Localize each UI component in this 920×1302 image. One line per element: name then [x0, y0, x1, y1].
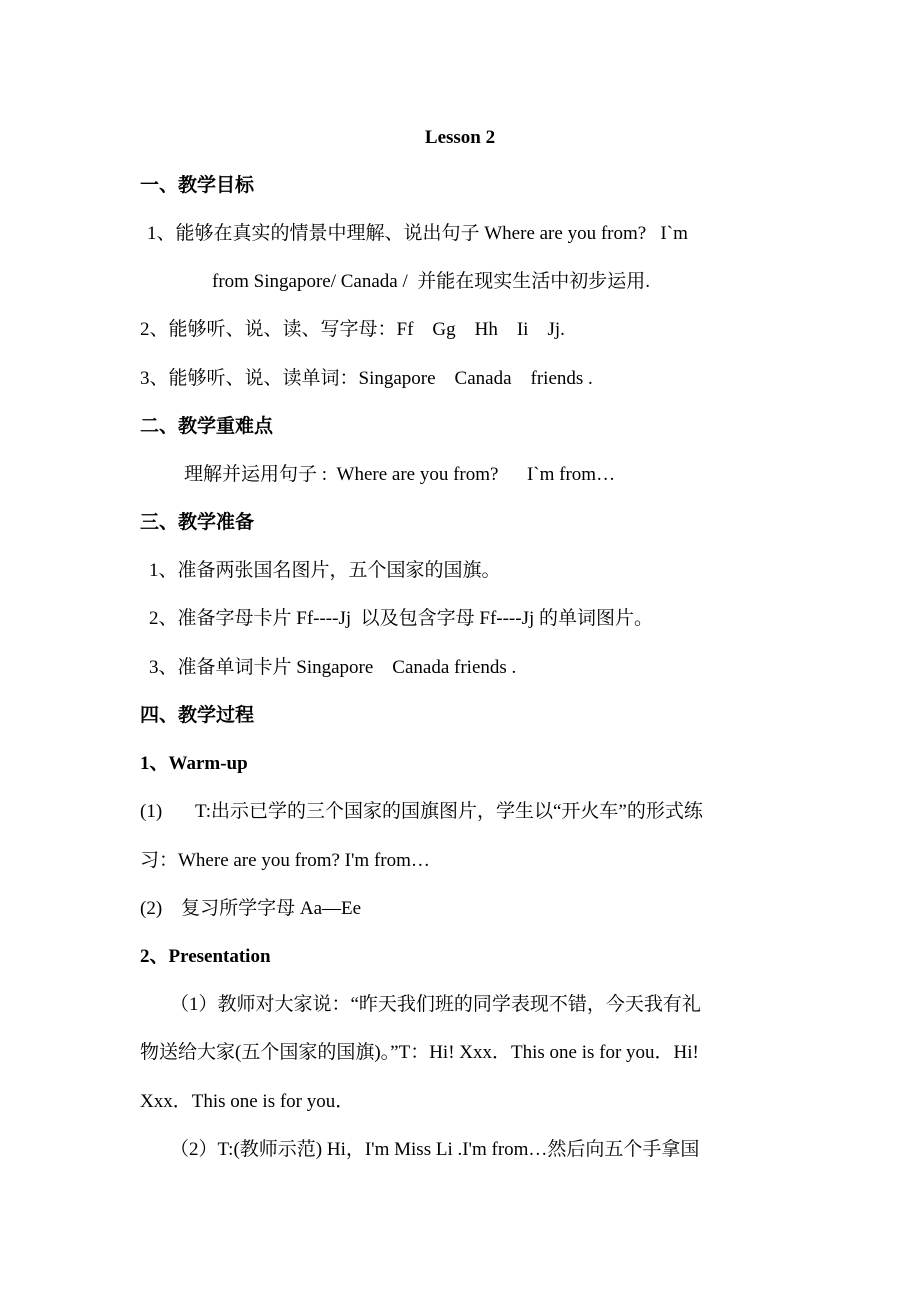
section-heading-key-points: 二、教学重难点 [140, 416, 274, 437]
section-heading-preparation: 三、教学准备 [140, 512, 255, 533]
presentation-1-line-2: 物送给大家(五个国家的国旗)。”T：Hi! Xxx．This one is for you．Hi! [140, 1042, 699, 1063]
section-heading-objectives: 一、教学目标 [140, 175, 255, 196]
presentation-2-line-1: （2）T:(教师示范) Hi，I'm Miss Li .I'm from…然后向五个手拿国 [170, 1139, 700, 1160]
objective-1-line-2: from Singapore/ Canada / 并能在现实生活中初步运用. [212, 271, 651, 292]
objective-3: 3、能够听、说、读单词：Singapore Canada friends . [140, 368, 593, 389]
warm-up-2: (2) 复习所学字母 Aa—Ee [140, 898, 362, 919]
key-points-text: 理解并运用句子 : Where are you from? I`m from… [184, 464, 616, 485]
warm-up-1-line-2: 习：Where are you from? I'm from… [140, 850, 430, 871]
preparation-2: 2、准备字母卡片 Ff----Jj 以及包含字母 Ff----Jj 的单词图片。 [149, 608, 654, 629]
objective-1-line-1: 1、能够在真实的情景中理解、说出句子 Where are you from? I`m [147, 223, 688, 244]
preparation-1: 1、准备两张国名图片，五个国家的国旗。 [149, 560, 501, 581]
subheading-presentation: 2、Presentation [140, 946, 271, 967]
subheading-warm-up: 1、Warm-up [140, 753, 248, 774]
presentation-1-line-1: （1）教师对大家说：“昨天我们班的同学表现不错，今天我有礼 [170, 994, 701, 1015]
preparation-3: 3、准备单词卡片 Singapore Canada friends . [149, 657, 517, 678]
page-title: Lesson 2 [424, 127, 496, 148]
presentation-1-line-3: Xxx．This one is for you． [140, 1091, 355, 1112]
section-heading-procedure: 四、教学过程 [140, 705, 255, 726]
objective-2: 2、能够听、说、读、写字母：Ff Gg Hh Ii Jj. [140, 319, 565, 340]
warm-up-1-line-1: (1) T:出示已学的三个国家的国旗图片，学生以“开火车”的形式练 [140, 801, 703, 822]
